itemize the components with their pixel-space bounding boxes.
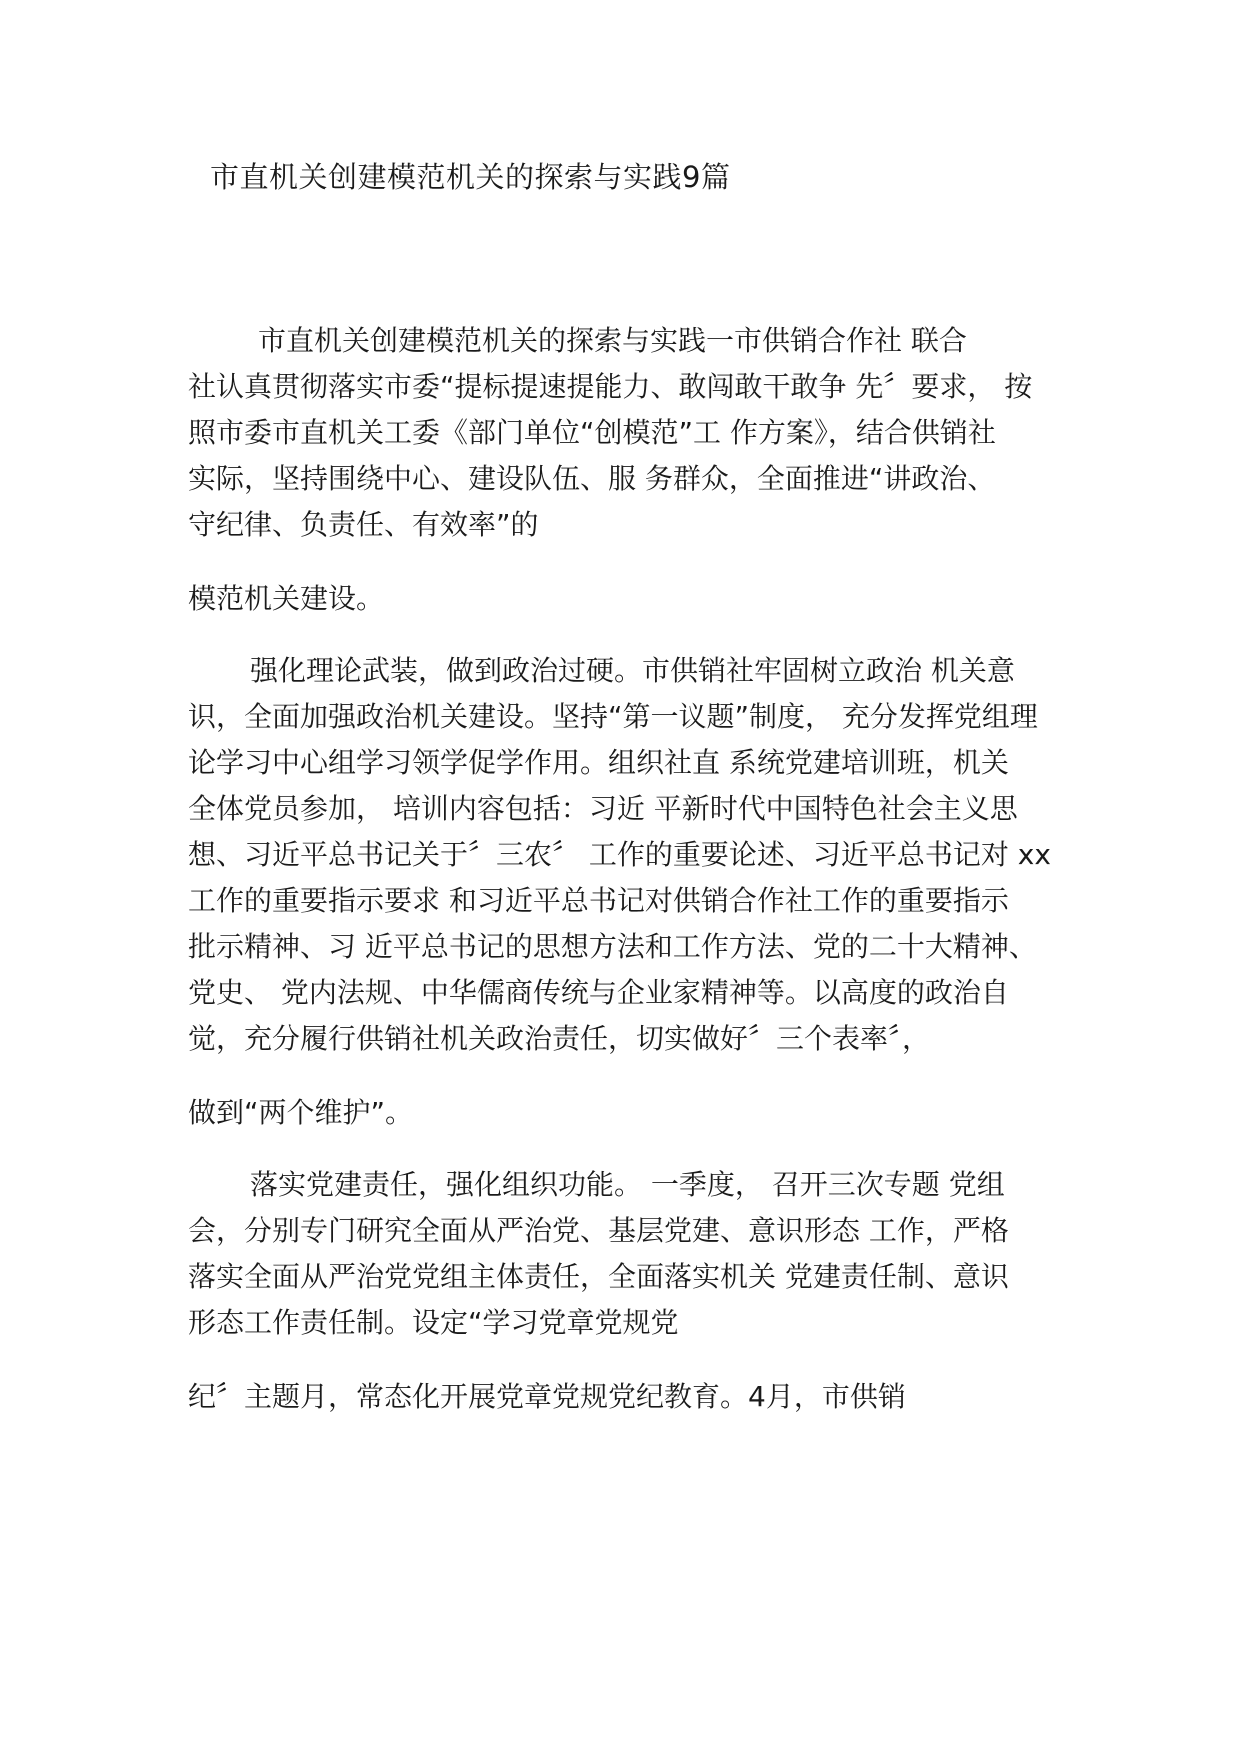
paragraph-intro-tail	[188, 576, 1058, 622]
text-line: 照市委市直机关工委《部门单位“创模范”工 作方案》，结合供销社	[188, 416, 996, 449]
text-line: 模范机关建设。	[188, 582, 385, 615]
text-line: 落实全面从严治党党组主体责任，全面落实机关 党建责任制、意识	[188, 1260, 1009, 1293]
paragraph-theory	[188, 648, 1058, 1062]
text-line: 党史、 党内法规、中华儒商传统与企业家精神等。以高度的政治自	[188, 976, 1009, 1009]
text-line: 论学习中心组学习领学促学作用。组织社直 系统党建培训班，机关	[188, 746, 1009, 779]
text-line: 做到“两个维护”。	[188, 1096, 414, 1129]
paragraph-party-building	[188, 1162, 1058, 1346]
document-body	[188, 318, 1058, 1420]
text-line: 识，全面加强政治机关建设。坚持“第一议题”制度， 充分发挥党组理	[188, 700, 1038, 733]
text-line: 觉，充分履行供销社机关政治责任，切实做好〞三个表率〞，	[188, 1022, 931, 1055]
text-line: 强化理论武装，做到政治过硬。市供销社牢固树立政治 机关意	[250, 654, 1015, 687]
text-line: 守纪律、负责任、有效率”的	[188, 508, 539, 541]
text-line: 工作的重要指示要求 和习近平总书记对供销合作社工作的重要指示	[188, 884, 1009, 917]
text-line: 批示精神、习 近平总书记的思想方法和工作方法、党的二十大精神、	[188, 930, 1037, 963]
document-title: 市直机关创建模范机关的探索与实践9篇	[210, 160, 731, 194]
text-line: 纪〞主题月，常态化开展党章党规党纪教育。4月，市供销	[188, 1380, 906, 1413]
text-line: 实际，坚持围绕中心、建设队伍、服 务群众，全面推进“讲政治、	[188, 462, 996, 495]
paragraph-intro	[188, 318, 1058, 548]
text-line: 全体党员参加， 培训内容包括：习近 平新时代中国特色社会主义思	[188, 792, 1018, 825]
text-line: 形态工作责任制。设定“学习党章党规党	[188, 1306, 679, 1339]
paragraph-party-building-tail	[188, 1374, 1058, 1420]
text-line: 落实党建责任，强化组织功能。 一季度， 召开三次专题 党组	[250, 1168, 1005, 1201]
text-line: 会，分别专门研究全面从严治党、基层党建、意识形态 工作，严格	[188, 1214, 1009, 1247]
text-line: 市直机关创建模范机关的探索与实践一市供销合作社 联合	[258, 324, 967, 357]
text-line: 社认真贯彻落实市委“提标提速提能力、敢闯敢干敢争 先〞要求， 按	[188, 370, 1033, 403]
text-line: 想、习近平总书记关于〞三农〞 工作的重要论述、习近平总书记对 xx	[188, 838, 1051, 871]
paragraph-theory-tail	[188, 1090, 1058, 1136]
